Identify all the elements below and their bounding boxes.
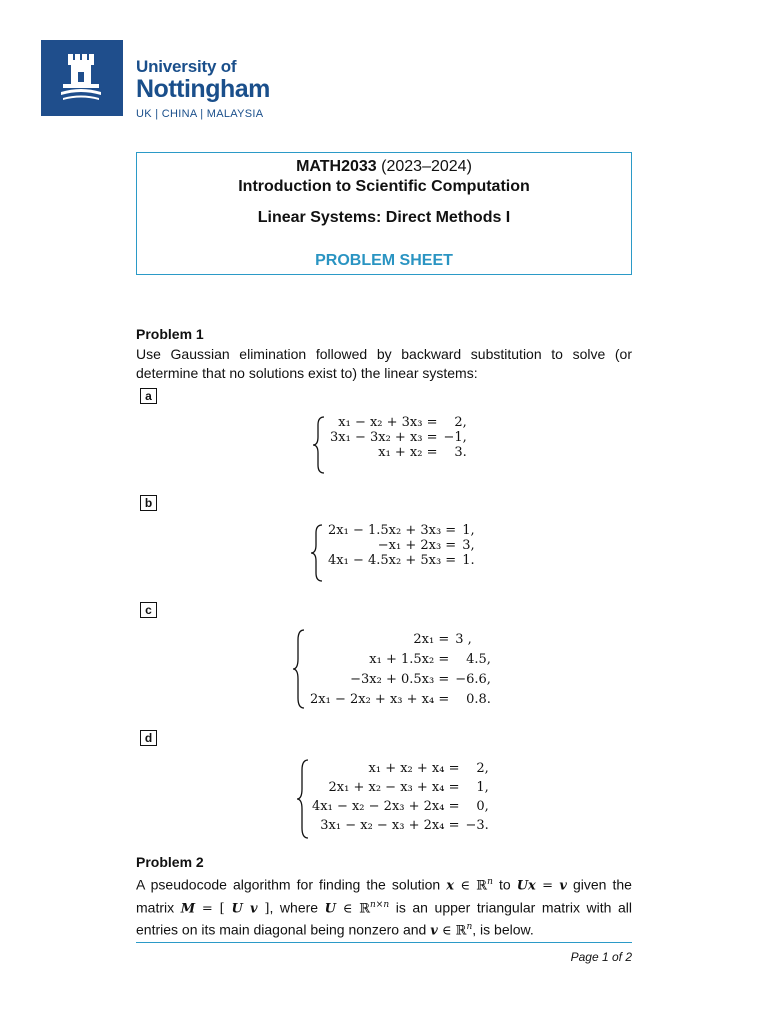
system-c-row-1-rhs: 3 ,: [455, 631, 472, 647]
course-header: [137, 157, 631, 177]
p2-math-u: U: [231, 901, 243, 917]
system-a-row-1-lhs: x₁ − x₂ + 3x₃ =: [338, 415, 438, 430]
footer-divider: [136, 942, 632, 943]
system-d-row-2-rhs: 1,: [476, 780, 489, 795]
system-b: [310, 523, 500, 583]
sheet-label: PROBLEM SHEET: [315, 252, 453, 269]
p2-text-3: given the matrix: [136, 876, 632, 916]
p2-text-2: to: [492, 876, 517, 893]
p2-text-6: , is below.: [472, 921, 534, 938]
p2-math-v2: v: [242, 901, 258, 917]
course-year: (2023–2024): [381, 158, 472, 175]
p2-math-ux: Ux: [516, 878, 536, 894]
p2-math-u2: U: [324, 901, 336, 917]
p2-math-equals: =: [535, 878, 560, 894]
system-c: [292, 628, 512, 710]
system-b-row-1-rhs: 1,: [462, 523, 475, 538]
p2-math-m: M: [180, 901, 196, 917]
p2-math-n-sup: n: [487, 877, 493, 887]
p2-math-x: x: [446, 878, 455, 894]
system-c-row-1-lhs: 2x₁ =: [413, 631, 450, 647]
logo-line-campuses: UK | CHINA | MALAYSIA: [136, 108, 264, 120]
system-b-row-3-rhs: 1.: [462, 553, 475, 568]
system-a-row-3-lhs: x₁ + x₂ =: [378, 445, 438, 460]
system-d-row-3-lhs: 4x₁ − x₂ − 2x₃ + 2x₄ =: [312, 799, 460, 814]
part-b-label: b: [140, 495, 157, 511]
problem-1-text: Use Gaussian elimination followed by backward substitution to solve (or determine that no solutions exist to) the linear systems:: [136, 346, 632, 381]
p2-text-4: , where: [269, 899, 325, 916]
university-logo-crest: [41, 40, 123, 116]
p2-math-v: v: [559, 878, 567, 894]
system-b-row-3-lhs: 4x₁ − 4.5x₂ + 5x₃ =: [328, 553, 457, 568]
left-brace: [296, 758, 310, 840]
problem-2-text: [136, 873, 632, 941]
p2-math-bracket-open: = [: [195, 901, 232, 917]
system-a-row-1-rhs: 2,: [454, 415, 467, 430]
system-b-row-2-rhs: 3,: [462, 538, 475, 553]
left-brace: [292, 628, 306, 710]
system-c-row-2-rhs: 4.5,: [466, 651, 491, 667]
part-d-label: d: [140, 730, 157, 746]
p2-math-bracket-close: ]: [257, 901, 270, 917]
system-b-row-1-lhs: 2x₁ − 1.5x₂ + 3x₃ =: [328, 523, 457, 538]
p2-text-5: is an upper triangular matrix with all entries on its main diagonal being nonzero and: [136, 899, 632, 938]
system-d-row-1-lhs: x₁ + x₂ + x₄ =: [368, 761, 460, 776]
system-d-row-3-rhs: 0,: [476, 799, 489, 814]
p2-math-in-rnn: ∈ ℝ: [335, 901, 371, 917]
p2-math-n-sup2: n: [466, 922, 473, 933]
university-wordmark: [136, 58, 270, 121]
part-c-label: c: [140, 602, 157, 618]
system-c-row-3-lhs: −3x₂ + 0.5x₃ =: [350, 671, 450, 687]
system-c-row-4-rhs: 0.8.: [466, 691, 491, 707]
problem-2-heading: Problem 2: [136, 854, 204, 870]
course-code: MATH2033: [296, 158, 377, 175]
system-d: [296, 758, 506, 840]
system-c-row-3-rhs: −6.6,: [455, 671, 491, 687]
left-brace: [312, 415, 326, 475]
system-a: [312, 415, 492, 475]
system-c-row-2-lhs: x₁ + 1.5x₂ =: [369, 651, 450, 667]
logo-line-university-of: University of: [136, 57, 237, 76]
page-number: Page 1 of 2: [570, 950, 632, 964]
p2-text-1: A pseudocode algorithm for finding the solution: [136, 876, 447, 893]
system-d-row-1-rhs: 2,: [476, 761, 489, 776]
system-d-row-2-lhs: 2x₁ + x₂ − x₃ + x₄ =: [328, 780, 460, 795]
p2-math-v3: v: [430, 923, 438, 939]
sheet-topic: Linear Systems: Direct Methods I: [257, 209, 511, 226]
system-a-row-3-rhs: 3.: [454, 445, 467, 460]
system-a-row-2-rhs: −1,: [443, 430, 467, 445]
part-a-label: a: [140, 388, 157, 404]
course-name: Introduction to Scientific Computation: [238, 178, 530, 195]
p2-math-in-rn2: ∈ ℝ: [437, 923, 467, 939]
p2-math-in-rn: ∈ ℝ: [454, 878, 488, 894]
title-box: [136, 152, 632, 275]
p2-math-nxn-sup: n×n: [370, 899, 390, 910]
logo-line-nottingham: Nottingham: [136, 75, 270, 103]
system-d-row-4-rhs: −3.: [465, 818, 489, 833]
system-c-row-4-lhs: 2x₁ − 2x₂ + x₃ + x₄ =: [310, 691, 450, 707]
problem-1-heading: Problem 1: [136, 326, 204, 342]
castle-icon: [41, 40, 123, 116]
system-b-row-2-lhs: −x₁ + 2x₃ =: [377, 538, 457, 553]
system-d-row-4-lhs: 3x₁ − x₂ − x₃ + 2x₄ =: [320, 818, 460, 833]
left-brace: [310, 523, 324, 583]
system-a-row-2-lhs: 3x₁ − 3x₂ + x₃ =: [330, 430, 438, 445]
